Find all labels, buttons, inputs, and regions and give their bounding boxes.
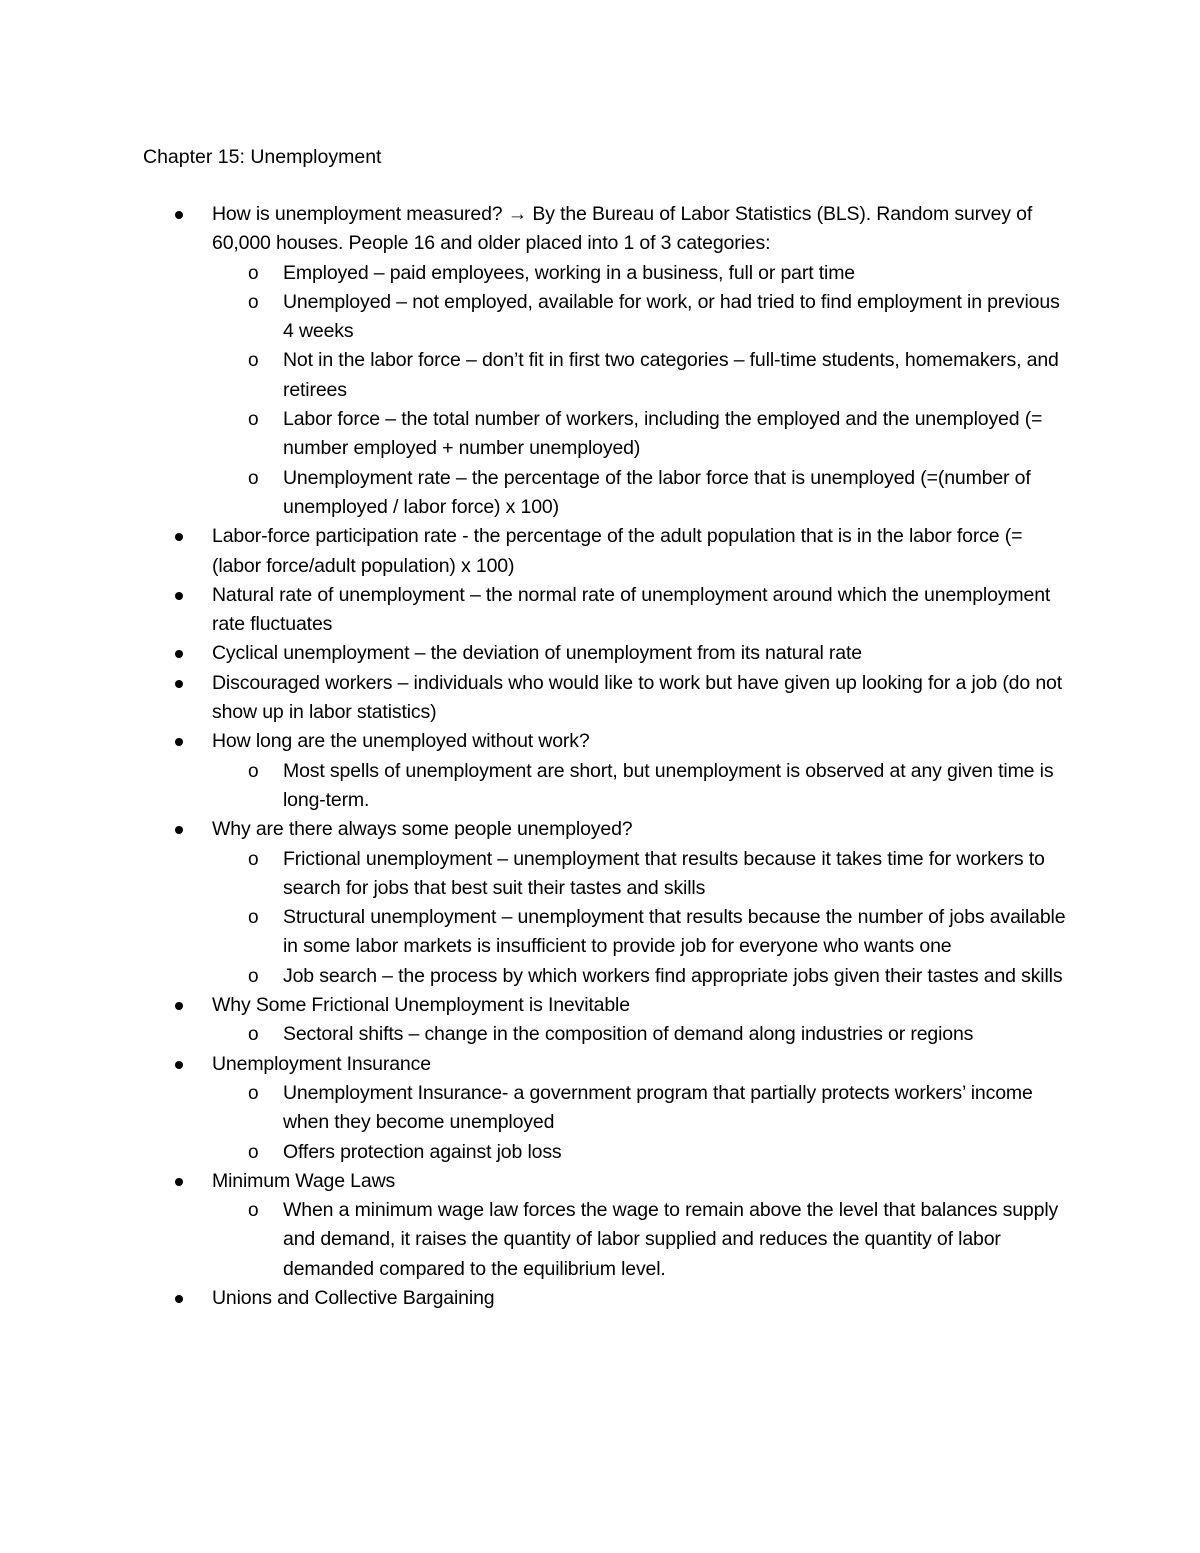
circle-bullet-icon: o — [248, 1082, 259, 1104]
bullet-text: How is unemployment measured? → By the Bureau of Labor Statistics (BLS). Random survey of 60,000 houses. People 16 and older placed into 1 of 3 categories: — [212, 203, 1033, 255]
sub-item-text: Structural unemployment – unemployment that results because the number of jobs available in some labor markets is insufficient to provide job for everyone who wants one — [283, 906, 1066, 958]
bullet-dot-icon — [175, 650, 183, 658]
bullet-text: Minimum Wage Laws — [212, 1169, 396, 1192]
sub-item-unemployed — [0, 288, 1073, 347]
bullet-item-participation-rate — [0, 522, 1072, 581]
bullet-text: Cyclical unemployment – the deviation of unemployment from its natural rate — [212, 642, 862, 665]
bullet-item-duration — [0, 727, 1072, 756]
bullet-dot-icon — [175, 1002, 183, 1010]
sub-item-spells — [0, 757, 1073, 816]
bullet-text: How long are the unemployed without work? — [212, 730, 590, 753]
bullet-item-unemployment-insurance — [0, 1050, 1072, 1079]
sub-item-text: When a minimum wage law forces the wage to remain above the level that balances supply and demand, it raises the quantity of labor supplied and reduces the quantity of labor demanded compared to the equilibrium level. — [283, 1199, 1059, 1280]
sub-item-protection — [0, 1138, 1073, 1167]
bullet-dot-icon — [175, 738, 183, 746]
circle-bullet-icon: o — [248, 965, 259, 987]
sub-item-unemployment-rate — [0, 464, 1073, 523]
sub-item-text: Unemployment rate – the percentage of the labor force that is unemployed (=(number of unemployed / labor force) x 100) — [283, 466, 1031, 518]
sub-item-text: Offers protection against job loss — [283, 1140, 562, 1163]
bullet-item-measurement — [0, 200, 1072, 259]
bullet-item-why-unemployed — [0, 815, 1072, 844]
circle-bullet-icon: o — [248, 1024, 259, 1046]
circle-bullet-icon: o — [248, 350, 259, 372]
bullet-item-minimum-wage — [0, 1167, 1072, 1196]
bullet-dot-icon — [175, 211, 183, 219]
sub-item-text: Employed – paid employees, working in a business, full or part time — [283, 261, 855, 284]
bullet-text: Discouraged workers – individuals who would like to work but have given up looking for a job (do not show up in labor statistics) — [212, 671, 1062, 724]
sub-item-sectoral-shifts — [0, 1020, 1083, 1049]
circle-bullet-icon: o — [248, 467, 259, 489]
circle-bullet-icon: o — [248, 760, 259, 782]
sub-item-not-in-labor-force — [0, 346, 1073, 405]
chapter-title: Chapter 15: Unemployment — [143, 146, 382, 168]
bullet-dot-icon — [175, 680, 183, 688]
document-body — [0, 200, 1200, 1313]
bullet-dot-icon — [175, 1178, 183, 1186]
bullet-text: Why are there always some people unemployed? — [212, 818, 633, 841]
bullet-item-discouraged-workers — [0, 669, 1072, 728]
bullet-dot-icon — [175, 1295, 183, 1303]
sub-item-structural — [0, 903, 1073, 962]
bullet-text: Unemployment Insurance — [212, 1052, 431, 1075]
sub-item-text: Most spells of unemployment are short, but unemployment is observed at any given time is long-term. — [283, 759, 1054, 811]
bullet-text: Labor-force participation rate - the percentage of the adult population that is in the labor force (= (labor force/adult population) x 100) — [212, 525, 1023, 577]
circle-bullet-icon: o — [248, 848, 259, 870]
bullet-text: Unions and Collective Bargaining — [212, 1286, 495, 1309]
sub-item-employed — [0, 259, 1073, 288]
sub-item-text: Unemployed – not employed, available for work, or had tried to find employment in previous 4 weeks — [283, 290, 1060, 343]
sub-item-labor-force — [0, 405, 1073, 464]
sub-item-frictional — [0, 845, 1073, 904]
sub-item-text: Not in the labor force – don’t fit in first two categories – full-time students, homemakers, and retirees — [283, 349, 1059, 401]
circle-bullet-icon: o — [248, 907, 259, 929]
sub-item-text: Frictional unemployment – unemployment that results because it takes time for workers to search for jobs that best suit their tastes and skills — [283, 847, 1045, 899]
circle-bullet-icon: o — [248, 1141, 259, 1163]
bullet-item-cyclical — [0, 639, 1072, 668]
bullet-dot-icon — [175, 533, 183, 541]
sub-item-text: Labor force – the total number of workers, including the employed and the unemployed (= number employed + number unemployed) — [283, 408, 1043, 460]
bullet-list — [0, 200, 1200, 1313]
bullet-item-unions — [0, 1284, 1072, 1313]
sub-item-job-search — [0, 962, 1073, 991]
circle-bullet-icon: o — [248, 409, 259, 431]
circle-bullet-icon: o — [248, 1200, 259, 1222]
bullet-dot-icon — [175, 826, 183, 834]
sub-item-text: Job search – the process by which workers find appropriate jobs given their tastes and skills — [283, 964, 1063, 987]
bullet-text: Natural rate of unemployment – the normal rate of unemployment around which the unemployment rate fluctuates — [212, 583, 1051, 636]
bullet-dot-icon — [175, 592, 183, 600]
bullet-text: Why Some Frictional Unemployment is Inevitable — [212, 994, 630, 1017]
circle-bullet-icon: o — [248, 291, 259, 313]
circle-bullet-icon: o — [248, 262, 259, 284]
bullet-item-natural-rate — [0, 581, 1072, 640]
sub-item-text: Sectoral shifts – change in the composition of demand along industries or regions — [283, 1023, 974, 1046]
sub-item-insurance-definition — [0, 1079, 1073, 1138]
bullet-item-frictional-inevitable — [0, 991, 1072, 1020]
sub-item-text: Unemployment Insurance- a government program that partially protects workers’ income when they become unemployed — [283, 1081, 1033, 1134]
sub-item-minimum-wage-effect — [0, 1196, 1083, 1284]
bullet-dot-icon — [175, 1061, 183, 1069]
